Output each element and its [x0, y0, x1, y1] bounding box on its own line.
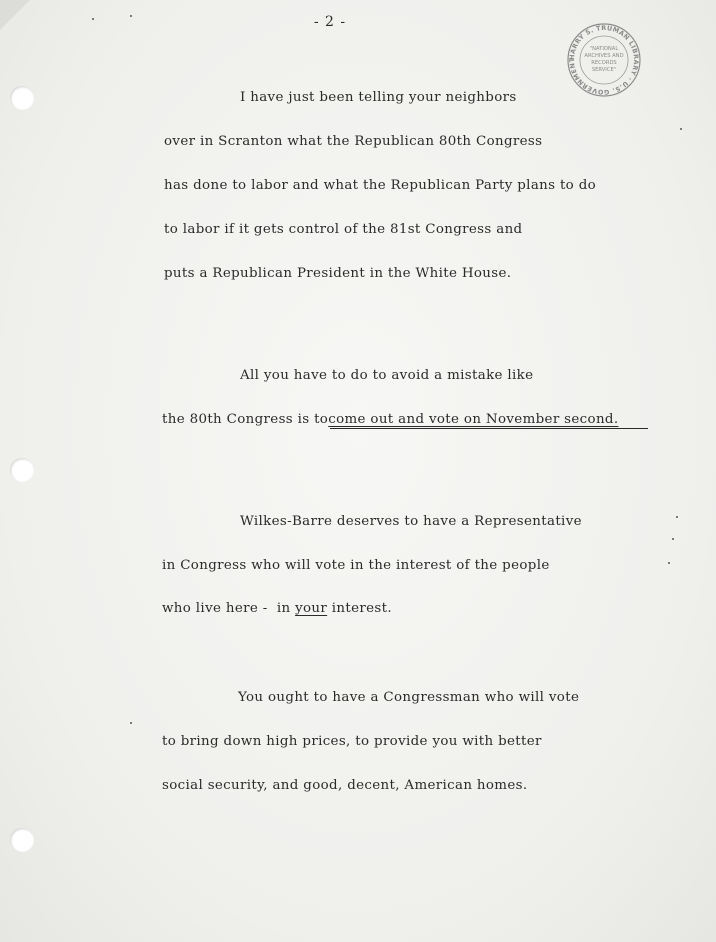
punch-hole-top: [10, 86, 34, 110]
paragraph-1-line-4: to labor if it gets control of the 81st Congress and: [164, 222, 523, 237]
punch-hole-middle: [10, 458, 34, 482]
scan-speck: [676, 516, 678, 518]
paragraph-2-line-2-text: the 80th Congress is to: [162, 412, 329, 427]
punch-hole-bottom: [10, 828, 34, 852]
scan-speck: [668, 562, 670, 564]
paragraph-2-line-1: All you have to do to avoid a mistake like: [240, 368, 534, 383]
stamp-center-line-1: "NATIONAL: [589, 46, 619, 52]
paragraph-1-line-2: over in Scranton what the Republican 80th Congress: [164, 134, 543, 149]
paragraph-3-line-3-prefix: who live here - in: [162, 601, 296, 616]
vote-call-underlined: come out and vote on November second.: [328, 412, 619, 427]
underline-rule: [330, 428, 648, 429]
stamp-center-line-2: ARCHIVES AND: [584, 53, 624, 59]
scan-speck: [672, 538, 674, 540]
your-underlined: your: [295, 601, 328, 616]
stamp-ring-text: HARRY S. TRUMAN LIBRARY · U.S. GOVERNMENT: [567, 23, 641, 97]
paragraph-2-line-2: [162, 412, 618, 427]
stamp-center-line-4: SERVICE": [591, 67, 617, 73]
paragraph-4-line-3: social security, and good, decent, American homes.: [162, 778, 528, 793]
paragraph-1-line-3: has done to labor and what the Republican Party plans to do: [164, 178, 597, 193]
paragraph-3-line-3-suffix: interest.: [327, 601, 392, 616]
scan-speck: [92, 18, 94, 20]
paragraph-3-line-1: Wilkes-Barre deserves to have a Representative: [240, 514, 582, 529]
paragraph-1-line-5: puts a Republican President in the White House.: [164, 266, 512, 281]
scan-speck: [130, 15, 132, 17]
scan-speck: [680, 128, 682, 130]
stamp-center-line-3: RECORDS: [591, 60, 617, 66]
paragraph-1-line-1: I have just been telling your neighbors: [240, 90, 517, 105]
page-number: - 2 -: [313, 14, 347, 30]
paragraph-3-line-3: [162, 601, 392, 616]
paragraph-4-line-1: You ought to have a Congressman who will vote: [238, 690, 580, 705]
paragraph-4-line-2: to bring down high prices, to provide you with better: [162, 734, 542, 749]
paragraph-3-line-2: in Congress who will vote in the interest of the people: [162, 558, 550, 573]
scan-speck: [130, 722, 132, 724]
archive-stamp: [566, 22, 642, 98]
